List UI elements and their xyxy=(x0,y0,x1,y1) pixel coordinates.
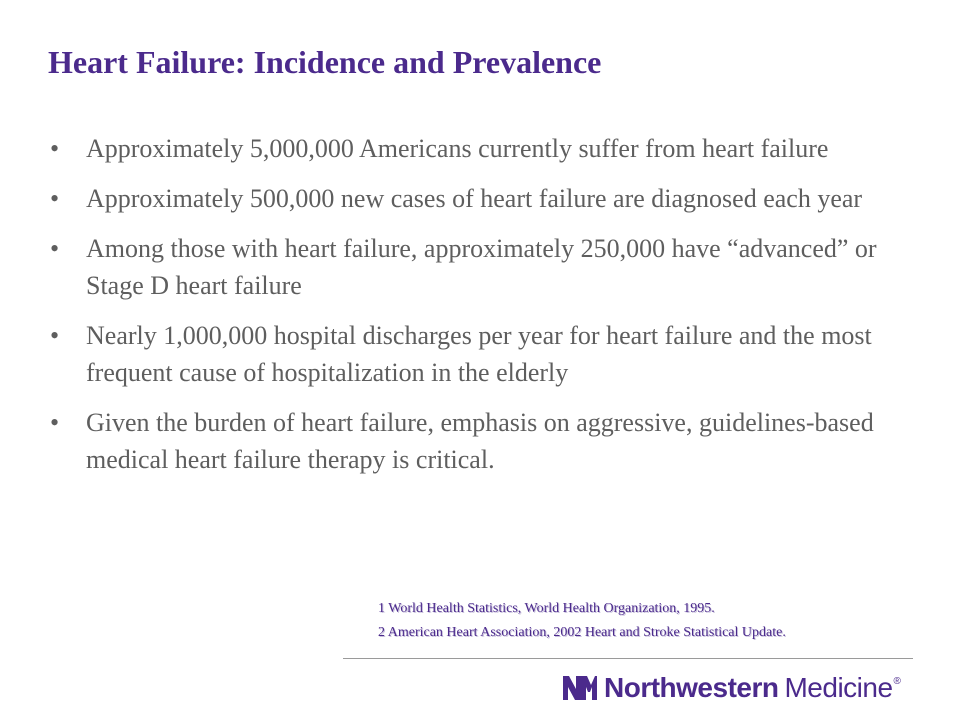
bullet-text: Approximately 500,000 new cases of heart failure are diagnosed each year xyxy=(86,184,863,213)
bullet-item xyxy=(50,230,920,304)
logo-registered-mark: ® xyxy=(893,676,901,687)
northwestern-medicine-logo xyxy=(562,670,901,706)
logo-text-light: Medicine xyxy=(784,672,893,703)
logo-text-bold: Northwestern xyxy=(604,672,779,703)
bullet-dot-icon: • xyxy=(50,184,60,213)
bullet-dot-icon: • xyxy=(50,234,60,263)
bullet-text: Nearly 1,000,000 hospital discharges per year for heart failure and the most frequent cause of hospitalization in the elderly xyxy=(86,321,872,387)
bullet-dot-icon: • xyxy=(50,408,60,437)
bullet-item xyxy=(50,180,920,217)
bullet-text: Among those with heart failure, approximately 250,000 have “advanced” or Stage D heart failure xyxy=(86,234,877,300)
bullet-item xyxy=(50,317,920,391)
bullet-dot-icon: • xyxy=(50,321,60,350)
references xyxy=(378,600,918,648)
bullet-item xyxy=(50,404,920,478)
footer-divider xyxy=(343,658,913,659)
bullet-list xyxy=(50,130,920,491)
nm-monogram-icon xyxy=(562,675,598,701)
bullet-text: Approximately 5,000,000 Americans currently suffer from heart failure xyxy=(86,134,829,163)
slide-title: Heart Failure: Incidence and Prevalence xyxy=(48,44,602,80)
reference-2: 2 American Heart Association, 2002 Heart and Stroke Statistical Update. xyxy=(378,625,786,640)
bullet-item xyxy=(50,130,920,167)
bullet-dot-icon: • xyxy=(50,134,60,163)
reference-1: 1 World Health Statistics, World Health Organization, 1995. xyxy=(378,601,715,616)
bullet-text: Given the burden of heart failure, emphasis on aggressive, guidelines-based medical heart failure therapy is critical. xyxy=(86,408,874,474)
